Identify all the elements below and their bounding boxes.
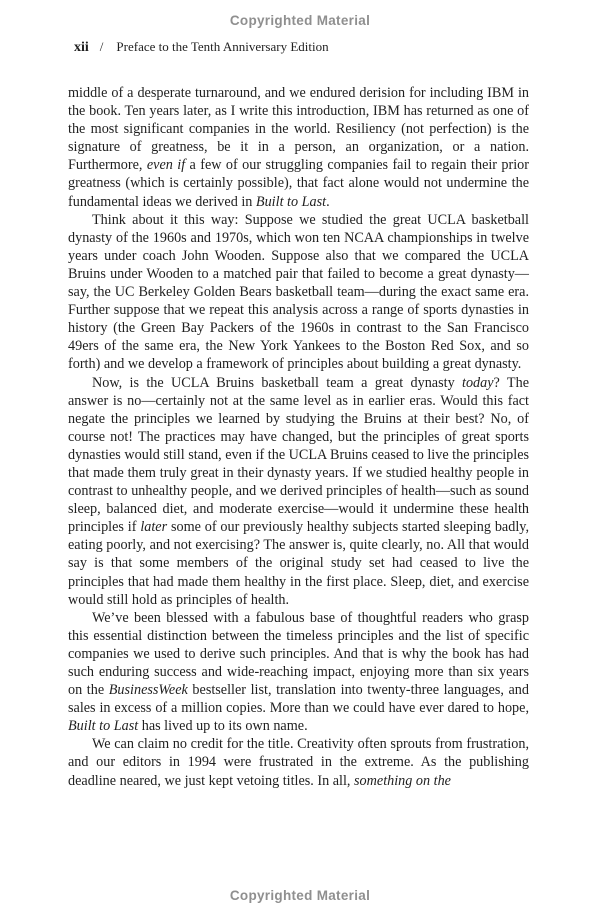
italic-text-run: BusinessWeek xyxy=(108,682,188,699)
header-title: Preface to the Tenth Anniversary Edition xyxy=(116,39,329,54)
copyright-watermark-top: Copyrighted Material xyxy=(229,13,371,28)
copyright-watermark-bottom: Copyrighted Material xyxy=(229,888,371,903)
text-run: ? The answer is no—certainly not at the same level as in earlier eras. Would this fact negate the principles we learned by studying the Bruins at their best? No, of course not! The practices may have changed, but the principles of great sports dynasties would still stand, even if the UCLA Bruins ceased to live the principles that made them truly great in their dynasty years. If we studied healthy people in contrast to unhealthy people, and we derived principles of health—such as sound sleep, balanced diet, and moderate exercise—would it undermine these health principles if xyxy=(68,374,530,536)
text-run: . xyxy=(326,193,330,210)
text-run: a few of our struggling companies fail to regain their prior greatness (which is certainly possible), that fact alone would not undermine the fundamental ideas we derived in xyxy=(68,157,530,210)
text-run: has lived up to its own name. xyxy=(138,718,308,735)
italic-text-run: later xyxy=(140,519,168,536)
running-header xyxy=(74,39,329,56)
text-run: We’ve been blessed with a fabulous base of thoughtful readers who grasp this essential distinction between the timeless principles and the list of specific companies we used to derive such principles. And that is why the book has had such enduring success and wide-reaching impact, enjoying more than six years on the xyxy=(68,609,529,699)
text-run: Think about it this way: Suppose we studied the great UCLA basketball dynasty of the 1960s and 1970s, which won ten NCAA championships in twelve years under coach John Wooden. Suppose also that we compared the UCLA Bruins under Wooden to a matched pair that failed to become a great dynasty—say, the UC Berkeley Golden Bears basketball team—during the exact same era. Further suppose that we repeat this analysis across a range of sports dynasties in history (the Green Bay Packers of the 1960s in contrast to the San Francisco 49ers of the same era, the New York Yankees to the Boston Red Sox, and so forth) and we develop a framework of principles about building a great dynasty. xyxy=(68,211,529,373)
paragraph xyxy=(68,211,529,374)
page-number: xii xyxy=(74,40,89,55)
italic-text-run: Built to Last xyxy=(68,718,139,735)
italic-text-run: today xyxy=(462,374,494,391)
paragraph xyxy=(68,84,529,211)
paragraph xyxy=(68,609,529,736)
header-separator: / xyxy=(99,39,104,54)
italic-text-run: something on the xyxy=(354,772,451,789)
body-text xyxy=(68,84,529,790)
text-run: middle of a desperate turnaround, and we endured derision for including IBM in the book. Ten years later, as I write this introduction, IBM has returned as one of the most significant companies in the world. Resiliency (not perfection) is the signature of greatness, be it in a person, an organization, or a nation. Furthermore, xyxy=(68,85,529,174)
italic-text-run: even if xyxy=(146,157,186,174)
paragraph xyxy=(68,374,529,609)
paragraph xyxy=(68,735,529,789)
text-run: bestseller list, translation into twenty-three languages, and sales in excess of a million copies. More than we could have ever dared to hope, xyxy=(68,682,529,717)
italic-text-run: Built to Last xyxy=(255,193,327,210)
text-run: Now, is the UCLA Bruins basketball team a great dynasty xyxy=(92,374,463,391)
text-run: some of our previously healthy subjects started sleeping badly, eating poorly, and not exercising? The answer is, quite clearly, no. All that would say is that some members of the original study set had ceased to live the principles that had made them healthy in the first place. Sleep, diet, and exercise would still hold as principles of health. xyxy=(68,519,529,608)
text-run: We can claim no credit for the title. Creativity often sprouts from frustration, and our editors in 1994 were frustrated in the extreme. As the publishing deadline neared, we just kept vetoing titles. In all, xyxy=(68,736,529,789)
